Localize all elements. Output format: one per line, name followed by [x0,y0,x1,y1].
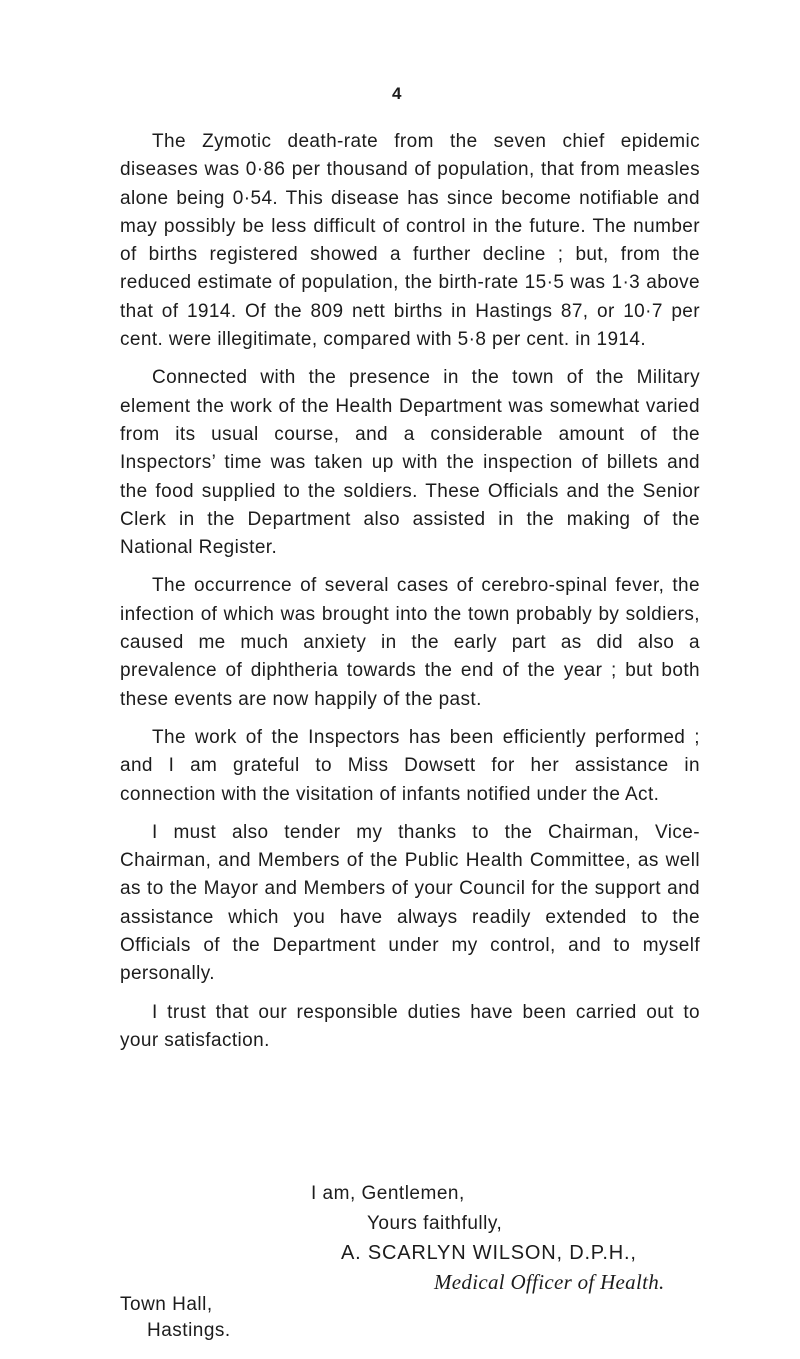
closing-greeting: I am, Gentlemen, [311,1183,465,1204]
address-line-1: Town Hall, [120,1294,213,1315]
address-line-2: Hastings. [147,1320,231,1341]
closing-valediction: Yours faithfully, [367,1213,503,1234]
paragraph-zymotic-death-rate: The Zymotic death-rate from the seven chief epidemic diseases was 0·86 per thousand of population, that from measles alone being 0·54. This disease has since become notifiable and may possibly be less difficult of control in the future. The number of births registered showed a further decline ; but, from the reduced estimate of population, the birth-rate 15·5 was 1·3 above that of 1914. Of the 809 nett births in Hastings 87, or 10·7 per cent. were illegitimate, compared with 5·8 per cent. in 1914. [120,131,700,351]
page-number: 4 [392,84,402,103]
paragraph-satisfaction: I trust that our responsible duties have been carried out to your satisfaction. [120,1001,700,1051]
signature-name: A. SCARLYN WILSON, D.P.H., [341,1242,637,1264]
signature-title: Medical Officer of Health. [434,1270,665,1294]
paragraph-inspectors-work: The work of the Inspectors has been efficiently performed ; and I am grateful to Miss Dowsett for her assistance in connection with the visitation of infants notified under the Act. [120,726,700,805]
paragraph-military-element: Connected with the presence in the town of the Military element the work of the Health Department was somewhat varied from its usual course, and a considerable amount of the Inspectors’ time was taken up with the inspection of billets and the food supplied to the soldiers. These Officials and the Senior Clerk in the Department also assisted in the making of the National Register. [120,367,700,559]
letter-body [120,128,700,1065]
paragraph-thanks: I must also tender my thanks to the Chairman, Vice-Chairman, and Members of the Public Health Committee, as well as to the Mayor and Members of your Council for the support and assistance which you have always readily extended to the Officials of the Department under my control, and to myself personally. [120,821,700,985]
paragraph-cerebro-spinal-fever: The occurrence of several cases of cerebro-spinal fever, the infection of which was brought into the town probably by soldiers, caused me much anxiety in the early part as did also a prevalence of diphtheria towards the end of the year ; but both these events are now happily of the past. [120,575,700,710]
